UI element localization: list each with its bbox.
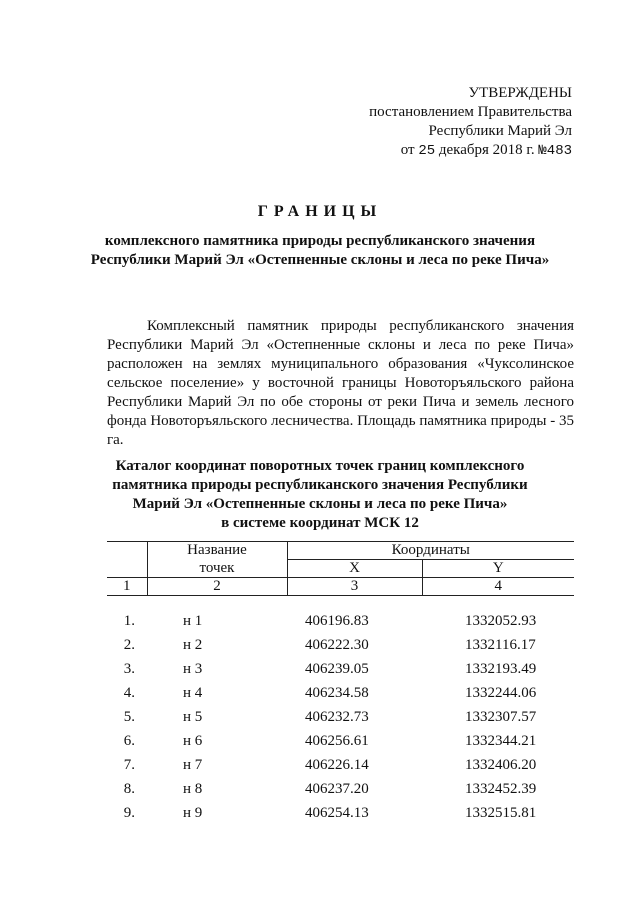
approval-date-prefix: от: [400, 142, 415, 158]
point-name: н 9: [183, 805, 203, 821]
approval-by: постановлением Правительства: [369, 104, 572, 120]
point-name: н 7: [183, 757, 203, 773]
table-row: [107, 613, 574, 637]
row-index: 4.: [123, 685, 135, 701]
table-row: [107, 757, 574, 781]
table-row: [107, 805, 574, 829]
point-name: н 5: [183, 709, 203, 725]
coord-x: 406196.83: [305, 613, 369, 629]
row-index: 6.: [123, 733, 135, 749]
header-name-line-2: точек: [147, 560, 287, 578]
table-row: [107, 733, 574, 757]
coord-y: 1332307.57: [465, 709, 537, 725]
approval-authority: Республики Марий Эл: [428, 123, 572, 139]
coord-x: 406237.20: [305, 781, 369, 797]
header-index-cell: [107, 542, 147, 578]
coord-x: 406239.05: [305, 661, 369, 677]
coord-y: 1332116.17: [465, 637, 536, 653]
header-num-3: 3: [287, 578, 422, 596]
row-index: 9.: [123, 805, 135, 821]
table-row: [107, 661, 574, 685]
catalog-title-line-1: Каталог координат поворотных точек границ комплексного: [115, 458, 525, 474]
approval-date: [369, 141, 572, 161]
coord-y: 1332515.81: [465, 805, 537, 821]
catalog-title-line-3: Марий Эл «Остепненные склоны и леса по реке Пича»: [132, 496, 508, 512]
coord-x: 406222.30: [305, 637, 369, 653]
coordinates-table-header: [107, 541, 574, 596]
coord-x: 406234.58: [305, 685, 369, 701]
catalog-title-line-2: памятника природы республиканского значения Республики: [112, 477, 528, 493]
coord-x: 406256.61: [305, 733, 369, 749]
table-row: [107, 709, 574, 733]
row-index: 5.: [123, 709, 135, 725]
coord-y: 1332193.49: [465, 661, 537, 677]
header-name-line-1: Название: [147, 542, 287, 560]
table-row: [107, 781, 574, 805]
table-row: [107, 637, 574, 661]
point-name: н 8: [183, 781, 203, 797]
description-paragraph: Комплексный памятник природы республиканского значения Республики Марий Эл «Остепненные склоны и леса по реке Пича» расположен на землях муниципального образования «Чуксолинское сельское поселение» у восточной границы Новоторъяльского района Республики Марий Эл по обе стороны от реки Пича и земель лесного фонда Новоторъяльского лесничества. Площадь памятника природы - 35 га.: [107, 318, 574, 448]
header-num-2: 2: [147, 578, 287, 596]
header-coordinates: Координаты: [287, 542, 574, 560]
row-index: 2.: [123, 637, 135, 653]
subtitle-line-1: комплексного памятника природы республиканского значения: [104, 233, 536, 249]
catalog-title: [80, 457, 560, 533]
point-name: н 1: [183, 613, 203, 629]
coord-y: 1332344.21: [465, 733, 537, 749]
header-y: Y: [422, 560, 574, 578]
coord-y: 1332244.06: [465, 685, 537, 701]
row-index: 3.: [123, 661, 135, 677]
header-num-4: 4: [422, 578, 574, 596]
approval-date-day: 25: [418, 143, 436, 159]
document-title: ГРАНИЦЫ: [257, 203, 383, 220]
coord-x: 406226.14: [305, 757, 369, 773]
header-x: X: [287, 560, 422, 578]
row-index: 1.: [123, 613, 135, 629]
coord-y: 1332052.93: [465, 613, 537, 629]
row-index: 8.: [123, 781, 135, 797]
catalog-title-line-4: в системе координат МСК 12: [221, 515, 419, 531]
coord-y: 1332452.39: [465, 781, 537, 797]
coordinates-table-body: [107, 613, 574, 829]
coord-y: 1332406.20: [465, 757, 537, 773]
approval-number: №483: [538, 143, 572, 159]
header-num-1: 1: [107, 578, 147, 596]
table-row: [107, 685, 574, 709]
point-name: н 6: [183, 733, 203, 749]
document-subtitle: [60, 232, 580, 270]
point-name: н 2: [183, 637, 203, 653]
point-name: н 3: [183, 661, 203, 677]
coord-x: 406232.73: [305, 709, 369, 725]
row-index: 7.: [123, 757, 135, 773]
subtitle-line-2: Республики Марий Эл «Остепненные склоны и леса по реке Пича»: [90, 252, 550, 268]
approval-date-rest: декабря 2018 г.: [438, 142, 535, 158]
approval-heading: УТВЕРЖДЕНЫ: [468, 85, 572, 101]
point-name: н 4: [183, 685, 203, 701]
coord-x: 406254.13: [305, 805, 369, 821]
approval-stamp: [369, 84, 572, 161]
